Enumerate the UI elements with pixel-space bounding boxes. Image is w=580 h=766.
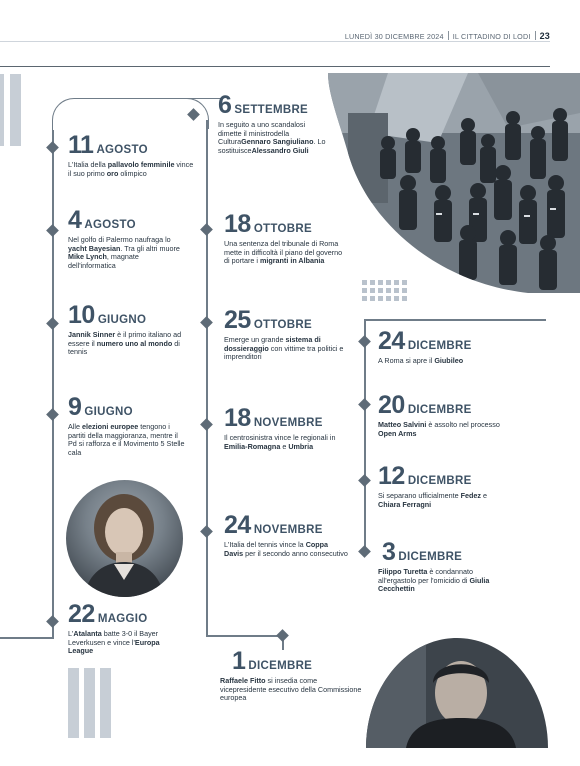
event-highlight-text: migranti in Albania (259, 256, 325, 266)
event-highlight-text: Emilia-Romagna (224, 441, 281, 451)
event-text: Una sentenza del tribunale di Roma mette in difficoltà il piano del governo di portare i (224, 239, 343, 266)
header-info (345, 31, 550, 41)
event-month: NOVEMBRE (253, 417, 323, 429)
event-highlight-text: numero uno al mondo (96, 338, 173, 348)
decorative-bar (10, 74, 21, 146)
event-description (224, 541, 348, 558)
timeline-event (68, 600, 186, 656)
event-highlight-text: elezioni europee (81, 422, 139, 431)
event-day: 4 (68, 206, 82, 234)
timeline-event (378, 538, 508, 594)
event-date (378, 538, 508, 567)
event-date (68, 206, 186, 235)
header-publication: IL CITTADINO DI LODI (452, 32, 531, 41)
event-month: NOVEMBRE (253, 524, 323, 536)
event-text: si insedia come vicepresidente esecutivo della Commissione europea (220, 676, 362, 703)
event-text: con vittime tra politici e imprenditori (224, 343, 344, 362)
event-text: e (480, 491, 487, 500)
event-text: Il centrosinistra vince le regionali in (224, 433, 336, 442)
event-text: è condannato all'ergastolo per l'omicidio di (378, 567, 473, 585)
event-description (220, 677, 362, 703)
timeline-line (0, 637, 54, 639)
event-text: di tennis (68, 338, 180, 357)
header-rule (0, 41, 550, 42)
page-header (0, 0, 580, 60)
event-date (68, 600, 186, 629)
timeline-marker (46, 615, 59, 628)
event-month: OTTOBRE (253, 223, 312, 235)
event-text: In seguito a uno scandalo (218, 120, 300, 129)
timeline-event (224, 306, 348, 362)
event-highlight-text: Alessandro Giuli (251, 145, 309, 155)
event-highlight-text: Open Arms (378, 428, 417, 438)
event-month: GIUGNO (84, 406, 133, 418)
event-date (378, 391, 508, 420)
timeline-event (224, 511, 348, 558)
timeline-marker (358, 545, 371, 558)
event-text: L'Italia del tennis vince la (224, 540, 306, 549)
timeline-event (378, 462, 508, 509)
timeline-event (218, 91, 328, 155)
timeline-event (224, 404, 348, 451)
timeline-marker (276, 629, 289, 642)
event-month: DICEMBRE (407, 475, 472, 487)
timeline-marker (358, 335, 371, 348)
event-day: 10 (68, 301, 95, 329)
timeline-marker (200, 525, 213, 538)
event-text: . Lo sostituisce (218, 137, 326, 155)
event-highlight-text: Giubileo (434, 356, 464, 365)
timeline-event (220, 647, 362, 703)
timeline-marker (358, 474, 371, 487)
event-text: batte 3-0 il Bayer Leverkusen e vince l' (68, 629, 159, 647)
event-highlight-text: Gennaro Sangiuliano (241, 137, 314, 147)
event-day: 25 (224, 306, 251, 334)
event-highlight-text: Europa League (68, 637, 160, 656)
event-date (68, 301, 186, 330)
event-day: 22 (68, 600, 95, 628)
event-highlight-text: sistema di dossieraggio (224, 335, 321, 353)
event-highlight-text: pallavolo femminile (107, 160, 175, 169)
portrait-photo (66, 480, 183, 597)
event-day: 3 (382, 538, 396, 566)
event-highlight-text: Fedez (460, 491, 481, 500)
event-text: L'Italia della (68, 160, 108, 169)
header-date: LUNEDÌ 30 DICEMBRE 2024 (344, 32, 444, 41)
timeline-marker (46, 408, 59, 421)
event-text: , magnate dell'informatica (68, 252, 139, 270)
timeline-marker (46, 317, 59, 330)
event-description (378, 568, 508, 594)
event-text: si dimette il ministro (218, 120, 306, 138)
event-highlight-text: Atalanta (73, 629, 102, 638)
event-date (224, 511, 348, 540)
portrait-photo (366, 638, 548, 748)
event-day: 6 (218, 91, 232, 119)
event-text: olimpico (118, 168, 147, 178)
page-number: 23 (539, 31, 550, 41)
event-highlight-text: Filippo Turetta (378, 567, 428, 576)
event-highlight-text: Giulia Cecchettin (378, 575, 490, 594)
event-text: vince il suo primo (68, 160, 194, 178)
timeline-event (68, 131, 198, 178)
event-text: della Cultura (218, 128, 290, 147)
event-date (232, 647, 362, 676)
timeline-event (378, 391, 508, 438)
event-description (378, 357, 508, 366)
event-day: 9 (68, 393, 82, 421)
event-day: 24 (224, 511, 251, 539)
event-month: DICEMBRE (407, 404, 472, 416)
event-date (218, 91, 328, 120)
timeline-line (364, 319, 546, 321)
event-text: . Tra gli altri muore (120, 243, 180, 253)
event-text: Nel golfo di Palermo naufraga lo (68, 235, 171, 244)
event-description (378, 492, 508, 509)
event-month: DICEMBRE (398, 551, 463, 563)
event-highlight-text: Chiara Ferragni (378, 499, 432, 509)
timeline-line (52, 130, 54, 638)
event-date (378, 462, 508, 491)
event-text: e (280, 441, 289, 451)
event-text: Alle (68, 422, 82, 431)
event-text: A Roma si apre il (378, 356, 435, 365)
event-date (68, 131, 198, 160)
event-description (224, 434, 348, 451)
event-month: OTTOBRE (253, 319, 312, 331)
event-highlight-text: Umbria (288, 441, 314, 451)
decorative-bar (100, 668, 111, 738)
event-day: 11 (68, 131, 94, 159)
timeline-marker (200, 316, 213, 329)
timeline-event (68, 206, 186, 270)
event-date (68, 393, 186, 422)
event-month: DICEMBRE (407, 340, 472, 352)
event-month: MAGGIO (97, 613, 148, 625)
timeline-marker (46, 224, 59, 237)
event-highlight-text: Jannik Sinner (68, 330, 116, 339)
event-highlight-text: Mike Lynch (68, 252, 107, 262)
protest-crowd-photo (328, 73, 580, 293)
event-date (224, 306, 348, 335)
event-date (224, 404, 348, 433)
event-day: 18 (224, 404, 251, 432)
event-day: 20 (378, 391, 405, 419)
timeline-event (68, 301, 186, 357)
event-date (224, 210, 348, 239)
event-day: 12 (378, 462, 405, 490)
timeline-marker (200, 223, 213, 236)
event-highlight-text: Raffaele Fitto (220, 676, 266, 685)
timeline-line (206, 635, 282, 637)
event-month: DICEMBRE (248, 660, 313, 672)
event-description (68, 331, 186, 357)
event-text: è assolto nel processo (426, 420, 500, 429)
event-text: Emerge un grande (224, 335, 286, 344)
event-highlight-text: yacht Bayesian (68, 243, 121, 253)
timeline-line (206, 120, 208, 636)
timeline-line (364, 319, 366, 554)
event-text: tengono i partiti della maggioranza, mentre il Pd si rafforza e il Movimento 5 Stelle cala (68, 422, 185, 457)
timeline-marker (358, 398, 371, 411)
event-highlight-text: Matteo Salvini (378, 420, 427, 429)
event-description (378, 421, 508, 438)
event-text: per il secondo anno consecutivo (243, 548, 348, 558)
event-description (68, 161, 198, 178)
event-text: è il primo italiano ad essere il (68, 330, 182, 348)
event-month: AGOSTO (96, 144, 148, 156)
event-month: AGOSTO (84, 219, 136, 231)
event-highlight-text: oro (106, 168, 119, 178)
timeline-marker (200, 418, 213, 431)
event-day: 18 (224, 210, 251, 238)
event-description (68, 423, 186, 457)
event-day: 24 (378, 327, 405, 355)
decorative-bar (68, 668, 79, 738)
event-day: 1 (232, 647, 246, 675)
timeline-event (224, 210, 348, 266)
event-month: SETTEMBRE (234, 104, 309, 116)
event-month: GIUGNO (97, 314, 147, 326)
event-date (378, 327, 508, 356)
event-description (224, 336, 348, 362)
timeline-event (378, 327, 508, 366)
section-rule (0, 66, 550, 67)
event-highlight-text: Coppa Davis (224, 540, 329, 558)
event-description (218, 121, 328, 155)
timeline-event (68, 393, 186, 457)
event-description (224, 240, 348, 266)
event-text: Si separano ufficialmente (378, 491, 461, 500)
event-description (68, 630, 186, 656)
event-description (68, 236, 186, 270)
decorative-bar (84, 668, 95, 738)
event-text: L' (68, 629, 74, 638)
decorative-bar (0, 74, 4, 146)
